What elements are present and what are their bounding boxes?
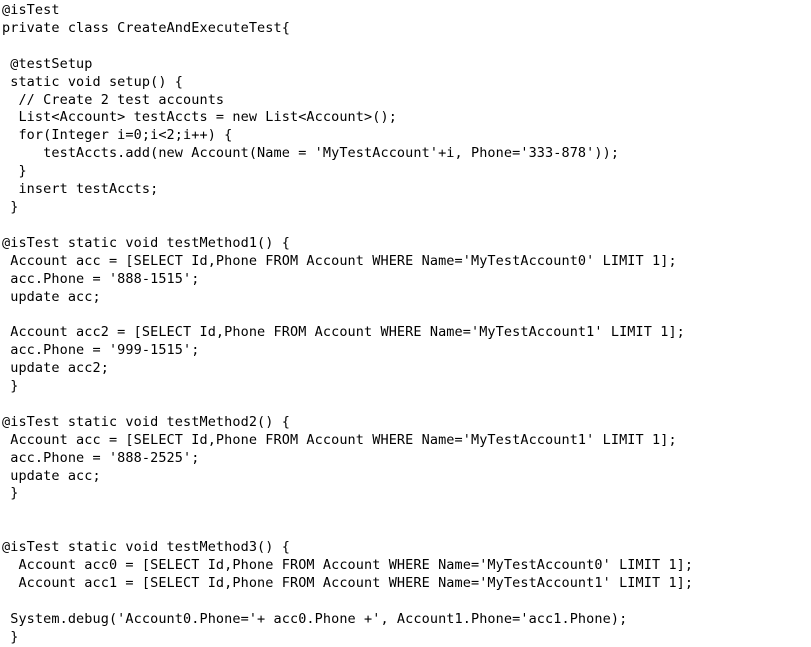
code-line: insert testAccts; [2, 181, 159, 198]
code-line: update acc; [2, 467, 101, 484]
code-line: Account acc2 = [SELECT Id,Phone FROM Account WHERE Name='MyTestAccount1' LIMIT 1]; [2, 324, 685, 341]
code-line [2, 396, 811, 414]
code-line: acc.Phone = '888-1515'; [2, 270, 200, 287]
code-line [2, 306, 811, 324]
code-line: @testSetup [2, 55, 93, 72]
code-line: Account acc = [SELECT Id,Phone FROM Account WHERE Name='MyTestAccount0' LIMIT 1]; [2, 252, 677, 269]
code-line [2, 217, 811, 235]
code-line: private class CreateAndExecuteTest{ [2, 19, 290, 36]
code-line: } [2, 485, 19, 502]
code-line: } [2, 378, 19, 395]
code-line: for(Integer i=0;i<2;i++) { [2, 127, 233, 144]
code-line: // Create 2 test accounts [2, 91, 225, 108]
code-line: } [2, 628, 19, 645]
code-line: testAccts.add(new Account(Name = 'MyTestAccount'+i, Phone='333-878')); [2, 145, 620, 162]
code-line: acc.Phone = '999-1515'; [2, 342, 200, 359]
code-line: } [2, 198, 19, 215]
code-line: @isTest static void testMethod2() { [2, 413, 290, 430]
code-line: } [2, 163, 27, 180]
code-line [2, 38, 811, 56]
code-line [2, 503, 811, 521]
code-line: List<Account> testAccts = new List<Account>(); [2, 109, 397, 126]
code-line: update acc; [2, 288, 101, 305]
code-line: acc.Phone = '888-2525'; [2, 449, 200, 466]
code-line [2, 593, 811, 611]
code-line: Account acc0 = [SELECT Id,Phone FROM Account WHERE Name='MyTestAccount0' LIMIT 1]; [2, 557, 694, 574]
code-line: System.debug('Account0.Phone='+ acc0.Phone +', Account1.Phone='acc1.Phone); [2, 610, 628, 627]
code-line: Account acc1 = [SELECT Id,Phone FROM Account WHERE Name='MyTestAccount1' LIMIT 1]; [2, 575, 694, 591]
code-line: @isTest static void testMethod1() { [2, 234, 290, 251]
code-line: @isTest [2, 2, 60, 18]
code-line: @isTest static void testMethod3() { [2, 539, 290, 556]
code-line [2, 521, 811, 539]
code-line: update acc2; [2, 360, 109, 377]
code-line: Account acc = [SELECT Id,Phone FROM Account WHERE Name='MyTestAccount1' LIMIT 1]; [2, 431, 677, 448]
code-line: static void setup() { [2, 73, 184, 90]
